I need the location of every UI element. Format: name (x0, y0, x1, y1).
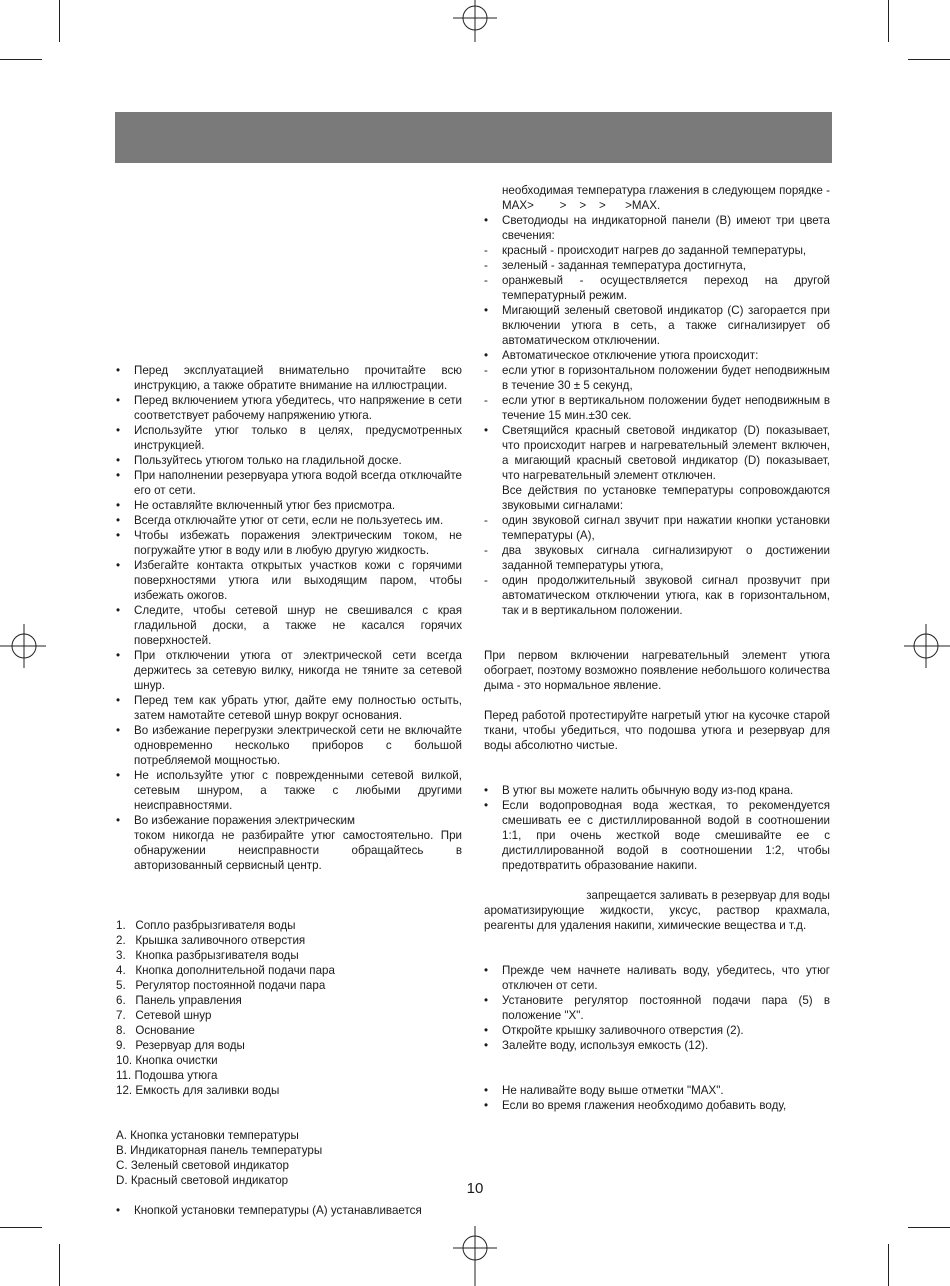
bullet-list-item (116, 393, 462, 423)
numbered-list-item: C. Зеленый световой индикатор (116, 1159, 289, 1172)
dash-list-item (484, 573, 830, 618)
bullet-marker: • (484, 1099, 489, 1112)
crop-mark (888, 0, 889, 42)
list-item-text: Используйте утюг только в целях, предусмотренных инструкцией. (134, 424, 462, 452)
list-item-text: оранжевый - осуществляется переход на другой температурный режим. (502, 274, 830, 302)
dash-marker: - (484, 544, 488, 557)
bullet-list-item (116, 648, 462, 693)
dash-list-item (484, 273, 830, 303)
list-item-text: если утюг в горизонтальном положении будет неподвижным в течение 30 ± 5 секунд, (502, 364, 830, 392)
bullet-marker: • (116, 394, 121, 407)
left-column (116, 258, 466, 1218)
numbered-list-item: 1. Сопло разбрызгивателя воды (116, 919, 296, 932)
bullet-marker: • (116, 814, 121, 827)
registration-mark-icon (445, 0, 505, 44)
bullet-list-item (484, 798, 830, 873)
list-item-text: Автоматическое отключение утюга происходит: (502, 349, 759, 362)
list-item-text: один продолжительный звуковой сигнал прозвучит при автоматическом отключении утюга, как в горизонтальном, так и в вертикальном положении. (502, 574, 830, 617)
crop-mark (888, 1244, 889, 1286)
list-item-text: Не наливайте воду выше отметки "MAX". (502, 1084, 724, 1097)
paragraph: Перед работой протестируйте нагретый утюг на кусочке старой ткани, чтобы убедиться, что подошва утюга и резервуар для воды абсолютно чистые. (484, 709, 834, 752)
dash-list-item (484, 363, 830, 393)
bullet-marker: • (116, 454, 121, 467)
dash-marker: - (484, 574, 488, 587)
bullet-list-item (116, 813, 462, 828)
spacer (484, 1053, 830, 1083)
bullet-marker: • (116, 424, 121, 437)
spacer (116, 348, 462, 363)
bullet-list-item (484, 993, 830, 1023)
list-item-text: Во избежание перегрузки электрической сети не включайте одновременно несколько приборов с большой потребляемой мощностью. (134, 724, 462, 767)
list-item-text: Кнопкой установки температуры (A) устанавливается (134, 1204, 422, 1217)
bullet-marker: • (484, 304, 489, 317)
bullet-marker: • (116, 364, 121, 377)
bullet-list-item (484, 423, 830, 483)
registration-mark-icon (445, 1226, 505, 1286)
right-column (484, 183, 834, 1113)
crop-mark (0, 1227, 42, 1228)
crop-mark (0, 59, 42, 60)
list-item-text: При отключении утюга от электрической сети всегда держитесь за сетевую вилку, никогда не тяните за сетевой шнур. (134, 649, 462, 692)
dash-marker: - (484, 394, 488, 407)
list-item-text: Светодиоды на индикаторной панели (B) имеют три цвета свечения: (502, 214, 830, 242)
list-item-text: Всегда отключайте утюг от сети, если не пользуетесь им. (134, 514, 444, 527)
bullet-marker: • (484, 424, 489, 437)
list-item-text: Если во время глажения необходимо добавить воду, (502, 1099, 787, 1112)
bullet-list-item (116, 498, 462, 513)
bullet-marker: • (116, 529, 121, 542)
bullet-list-item (116, 528, 462, 558)
bullet-marker: • (484, 784, 489, 797)
list-item-text: Не используйте утюг с поврежденными сетевой вилкой, сетевым шнуром, а также с любыми другими неисправностями. (134, 769, 462, 812)
spacer (116, 873, 462, 903)
bullet-list-item (484, 783, 830, 798)
numbered-list-item: 4. Кнопка дополнительной подачи пара (116, 964, 335, 977)
dash-marker: - (484, 259, 488, 272)
crop-mark (59, 1244, 60, 1286)
bullet-marker: • (116, 724, 121, 737)
bullet-list-item (484, 1083, 830, 1098)
bullet-list-item (484, 213, 830, 243)
list-item-text: Прежде чем начнете наливать воду, убедитесь, что утюг отключен от сети. (502, 964, 830, 992)
spacer (484, 933, 830, 963)
dash-marker: - (484, 364, 488, 377)
spacer (484, 693, 830, 708)
bullet-list-item (484, 963, 830, 993)
list-item-text: Мигающий зеленый световой индикатор (C) загорается при включении утюга в сеть, а также сигнализирует об автоматическом отключении. (502, 304, 830, 347)
bullet-list-item (116, 558, 462, 603)
spacer (484, 753, 830, 783)
registration-mark-icon (0, 618, 50, 674)
bullet-list-item (116, 723, 462, 768)
list-item-text: При наполнении резервуара утюга водой всегда отключайте его от сети. (134, 469, 462, 497)
spacer (484, 618, 830, 648)
numbered-list-item: D. Красный световой индикатор (116, 1174, 289, 1187)
dash-list-item (484, 513, 830, 543)
numbered-list-item: 7. Сетевой шнур (116, 1009, 212, 1022)
numbered-list-item: 8. Основание (116, 1024, 195, 1037)
crop-mark (59, 0, 60, 42)
list-item-text: если утюг в вертикальном положении будет неподвижным в течение 15 мин.±30 сек. (502, 394, 830, 422)
bullet-marker: • (116, 694, 121, 707)
spacer (116, 258, 462, 303)
bullet-list-item (484, 303, 830, 348)
bullet-marker: • (116, 559, 121, 572)
dash-marker: - (484, 514, 488, 527)
bullet-list-item (116, 768, 462, 813)
bullet-marker: • (116, 469, 121, 482)
list-item-text: Во избежание поражения электрическим (134, 814, 355, 827)
dash-marker: - (484, 274, 488, 287)
list-item-text: два звуковых сигнала сигнализируют о достижении заданной температуры утюга, (502, 544, 830, 572)
spacer (116, 903, 462, 918)
bullet-list-item (116, 423, 462, 453)
list-item-text: Перед включением утюга убедитесь, что напряжение в сети соответствует рабочему напряжению утюга. (134, 394, 462, 422)
crop-mark (908, 1227, 950, 1228)
bullet-marker: • (484, 799, 489, 812)
paragraph: Все действия по установке температуры сопровождаются звуковыми сигналами: (502, 484, 834, 512)
list-item-text: Откройте крышку заливочного отверстия (2). (502, 1024, 744, 1037)
dash-marker: - (484, 244, 488, 257)
bullet-list-item (116, 468, 462, 498)
bullet-marker: • (484, 214, 489, 227)
bullet-marker: • (116, 514, 121, 527)
numbered-list-item: 11. Подошва утюга (116, 1069, 218, 1082)
crop-mark (908, 59, 950, 60)
list-item-text: Перед эксплуатацией внимательно прочитайте всю инструкцию, а также обратите внимание на иллюстрации. (134, 364, 462, 392)
dash-list-item (484, 543, 830, 573)
numbered-list-item: 3. Кнопка разбрызгивателя воды (116, 949, 299, 962)
list-item-text: зеленый - заданная температура достигнута, (502, 259, 746, 272)
paragraph: током никогда не разбирайте утюг самостоятельно. При обнаружении неисправности обращайтесь в авторизованный сервисный центр. (134, 829, 466, 872)
bullet-list-item (484, 1038, 830, 1053)
paragraph: запрещается заливать в резервуар для воды ароматизирующие жидкости, уксус, раствор крахмала, реагенты для удаления накипи, химические вещества и т.д. (484, 889, 834, 932)
bullet-list-item (484, 348, 830, 363)
bullet-list-item (116, 513, 462, 528)
spacer (116, 303, 462, 348)
dash-list-item (484, 243, 830, 258)
bullet-marker: • (484, 1024, 489, 1037)
bullet-marker: • (484, 349, 489, 362)
numbered-list-item: 2. Крышка заливочного отверстия (116, 934, 306, 947)
list-item-text: Чтобы избежать поражения электрическим током, не погружайте утюг в воду или в любую другую жидкость. (134, 529, 462, 557)
list-item-text: Перед тем как убрать утюг, дайте ему полностью остыть, затем намотайте сетевой шнур вокруг основания. (134, 694, 462, 722)
section-header-bar (115, 112, 832, 163)
bullet-marker: • (116, 1204, 121, 1217)
bullet-marker: • (116, 649, 121, 662)
bullet-marker: • (484, 964, 489, 977)
paragraph: При первом включении нагревательный элемент утюга обограет, поэтому возможно появление небольшого количества дыма - это нормальное явление. (484, 649, 834, 692)
paragraph: необходимая температура глажения в следующем порядке - MAX> > > > >MAX. (502, 184, 834, 212)
numbered-list-item: A. Кнопка установки температуры (116, 1129, 299, 1142)
numbered-list-item: 5. Регулятор постоянной подачи пара (116, 979, 326, 992)
dash-list-item (484, 258, 830, 273)
bullet-list-item (116, 453, 462, 468)
numbered-list-item: 10. Кнопка очистки (116, 1054, 218, 1067)
bullet-list-item (116, 693, 462, 723)
bullet-list-item (484, 1023, 830, 1038)
numbered-list-item: 9. Резервуар для воды (116, 1039, 245, 1052)
list-item-text: один звуковой сигнал звучит при нажатии кнопки установки температуры (A), (502, 514, 830, 542)
bullet-marker: • (116, 499, 121, 512)
list-item-text: красный - происходит нагрев до заданной температуры, (502, 244, 807, 257)
bullet-list-item (116, 363, 462, 393)
bullet-list-item (484, 1098, 830, 1113)
bullet-list-item (116, 603, 462, 648)
bullet-marker: • (484, 1084, 489, 1097)
bullet-marker: • (116, 769, 121, 782)
spacer (116, 1098, 462, 1128)
list-item-text: Светящийся красный световой индикатор (D) показывает, что происходит нагрев и нагревательный элемент включен, а мигающий красный световой индикатор (D) показывает, что нагревательный элемент отключен. (502, 424, 830, 482)
list-item-text: Избегайте контакта открытых участков кожи с горячими поверхностями утюга или выходящим паром, чтобы избежать ожогов. (134, 559, 462, 602)
bullet-marker: • (116, 604, 121, 617)
list-item-text: Не оставляйте включенный утюг без присмотра. (134, 499, 396, 512)
bullet-marker: • (484, 994, 489, 1007)
bullet-marker: • (484, 1039, 489, 1052)
list-item-text: В утюг вы можете налить обычную воду из-под крана. (502, 784, 794, 797)
spacer (484, 873, 830, 888)
numbered-list-item: 6. Панель управления (116, 994, 242, 1007)
list-item-text: Установите регулятор постоянной подачи пара (5) в положение "X". (502, 994, 830, 1022)
dash-list-item (484, 393, 830, 423)
page-number: 10 (466, 1180, 484, 1197)
registration-mark-icon (900, 618, 950, 674)
bullet-list-item (116, 1203, 462, 1218)
list-item-text: Пользуйтесь утюгом только на гладильной доске. (134, 454, 402, 467)
numbered-list-item: 12. Емкость для заливки воды (116, 1084, 280, 1097)
list-item-text: Если водопроводная вода жесткая, то рекомендуется смешивать ее с дистиллированной водой в соотношении 1:1, при очень жесткой воде смешивайте ее с дистиллированной водой в соотношении 1:2, чтобы предотвратить образование накипи. (502, 799, 830, 872)
list-item-text: Залейте воду, используя емкость (12). (502, 1039, 709, 1052)
list-item-text: Следите, чтобы сетевой шнур не свешивался с края гладильной доски, а также не касался горячих поверхностей. (134, 604, 462, 647)
numbered-list-item: B. Индикаторная панель температуры (116, 1144, 323, 1157)
